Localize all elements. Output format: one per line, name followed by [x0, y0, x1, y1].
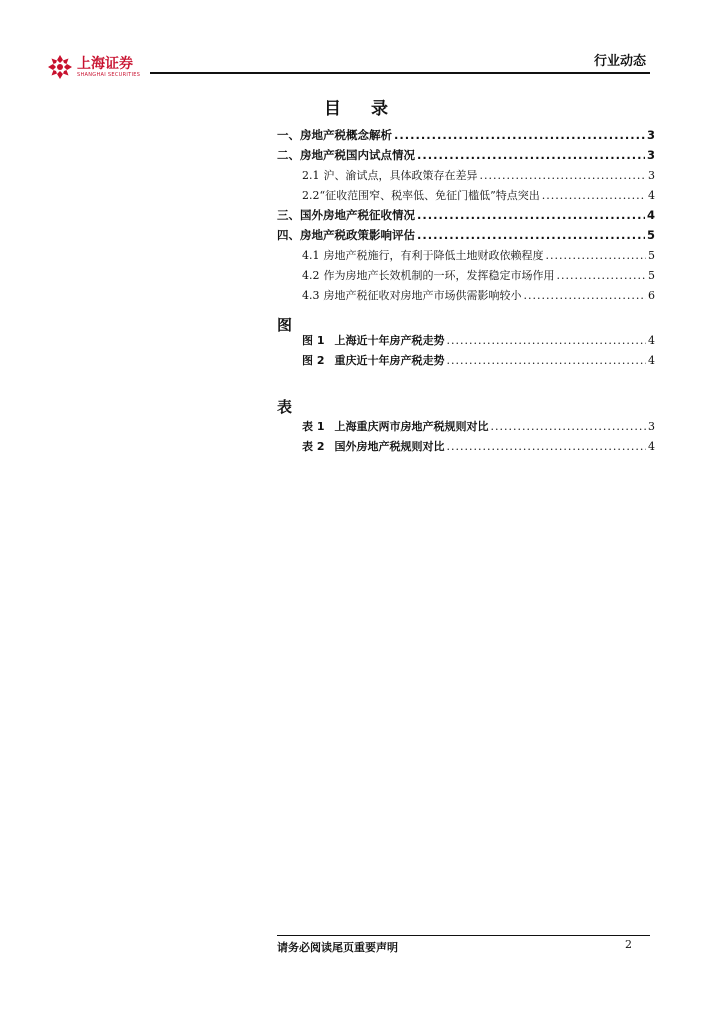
toc-subentry-label: 房地产税施行，有利于降低土地财政依赖程度: [323, 249, 544, 262]
toc-leader: [490, 420, 646, 433]
toc-entry-page: 4: [646, 208, 655, 222]
logo-chinese-name: 上海证券: [77, 55, 133, 72]
logo-mark-icon: [47, 54, 73, 80]
figure-tag: 图 1: [302, 334, 325, 347]
header-divider: [150, 72, 650, 74]
table-label: 国外房地产税规则对比: [334, 440, 445, 453]
figure-page: 4: [648, 334, 655, 347]
toc-leader: [546, 249, 647, 262]
toc-entry-page: 3: [646, 148, 655, 162]
disclaimer-notice: 请务必阅读尾页重要声明: [277, 941, 398, 954]
table-page: 3: [648, 420, 655, 433]
toc-subentry[interactable]: [277, 247, 655, 267]
figure-page: 4: [648, 354, 655, 367]
toc-leader: [417, 228, 645, 242]
toc-entry-page: 5: [648, 269, 655, 282]
figures-heading: 图: [277, 316, 293, 334]
toc-leader: [417, 208, 645, 222]
figure-tag: 图 2: [302, 354, 325, 367]
logo: [47, 54, 140, 80]
toc-subentry-number: 4.3: [302, 289, 320, 302]
toc-entry-page: 3: [648, 169, 655, 182]
table-of-contents: [277, 127, 655, 307]
toc-subentry-label: 房地产税征收对房地产市场供需影响较小: [323, 289, 522, 302]
figure-label: 重庆近十年房产税走势: [334, 354, 445, 367]
toc-entry-label: 一、房地产税概念解析: [277, 128, 392, 142]
figure-entry[interactable]: [277, 332, 655, 352]
toc-entry[interactable]: [277, 207, 655, 227]
figure-entry[interactable]: [277, 352, 655, 372]
toc-entry-page: 4: [648, 189, 655, 202]
toc-leader: [394, 128, 645, 142]
toc-subentry-label: 作为房地产长效机制的一环，发挥稳定市场作用: [323, 269, 555, 282]
toc-leader: [446, 440, 646, 453]
toc-entry-page: 5: [648, 249, 655, 262]
tables-heading: 表: [277, 398, 293, 416]
figures-list: [277, 332, 655, 372]
toc-entry-label: 三、国外房地产税征收情况: [277, 208, 415, 222]
toc-entry-page: 3: [646, 128, 655, 142]
toc-subentry-number: 4.2: [302, 269, 320, 282]
tables-list: [277, 418, 655, 458]
toc-title: 目 录: [324, 99, 400, 119]
toc-subentry[interactable]: [277, 287, 655, 307]
toc-entry-label: 四、房地产税政策影响评估: [277, 228, 415, 242]
toc-entry-page: 5: [646, 228, 655, 242]
toc-entry-label: 二、房地产税国内试点情况: [277, 148, 415, 162]
toc-subentry-label: 沪、渝试点，具体政策存在差异: [323, 169, 478, 182]
toc-entry[interactable]: [277, 147, 655, 167]
toc-subentry-number: 2.1: [302, 169, 320, 182]
toc-subentry[interactable]: [277, 187, 655, 207]
table-entry[interactable]: [277, 438, 655, 458]
toc-subentry-number: 4.1: [302, 249, 320, 262]
toc-leader: [557, 269, 647, 282]
logo-english-name: SHANGHAI SECURITIES: [77, 71, 141, 78]
figure-label: 上海近十年房产税走势: [334, 334, 445, 347]
report-category: 行业动态: [593, 54, 646, 69]
table-tag: 表 1: [302, 420, 325, 433]
toc-entry[interactable]: [277, 227, 655, 247]
page-number: 2: [625, 938, 632, 951]
toc-leader: [480, 169, 647, 182]
toc-leader: [446, 334, 646, 347]
toc-leader: [446, 354, 646, 367]
table-entry[interactable]: [277, 418, 655, 438]
toc-leader: [417, 148, 645, 162]
table-tag: 表 2: [302, 440, 325, 453]
toc-entry[interactable]: [277, 127, 655, 147]
table-page: 4: [648, 440, 655, 453]
toc-subentry-label: “征收范围窄、税率低、免征门槛低”特点突出: [319, 189, 540, 202]
table-label: 上海重庆两市房地产税规则对比: [334, 420, 489, 433]
toc-leader: [542, 189, 646, 202]
toc-subentry-number: 2.2: [302, 189, 320, 202]
toc-leader: [524, 289, 647, 302]
toc-entry-page: 6: [648, 289, 655, 302]
toc-subentry[interactable]: [277, 167, 655, 187]
toc-subentry[interactable]: [277, 267, 655, 287]
footer-divider: [277, 935, 650, 936]
